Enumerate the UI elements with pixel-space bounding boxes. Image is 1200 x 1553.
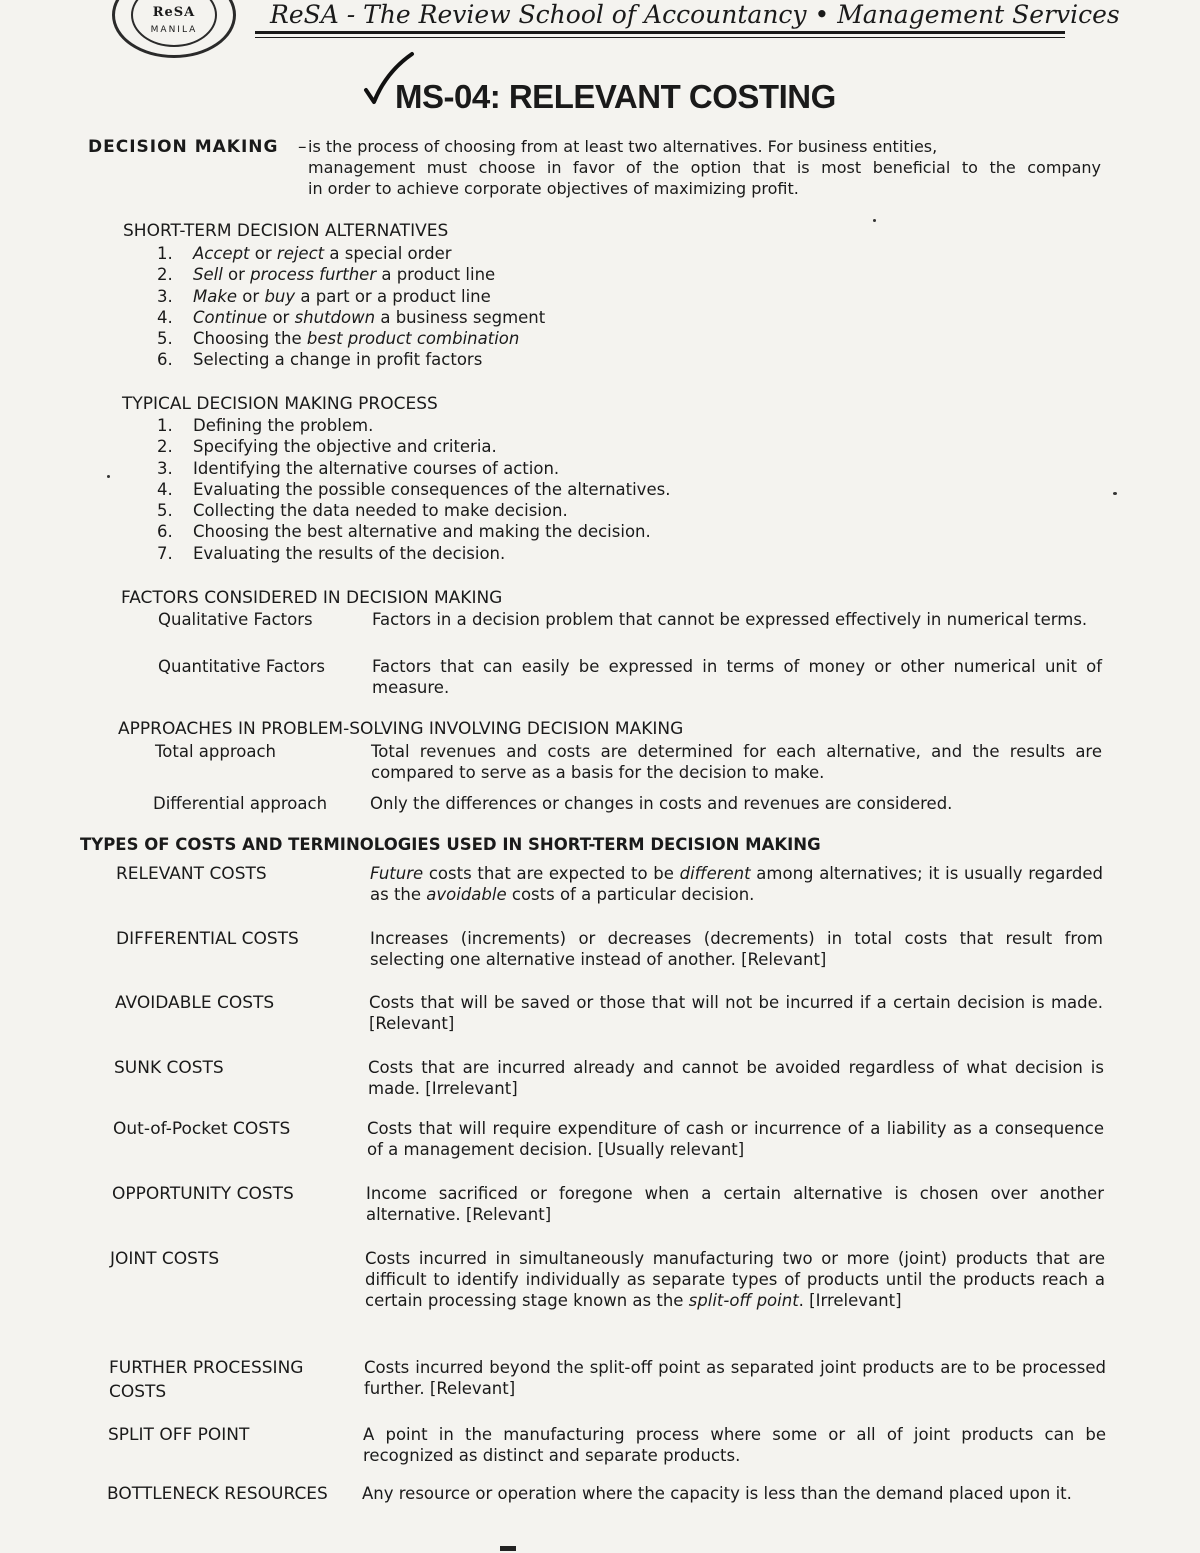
list-item (157, 243, 545, 264)
cost-type-term: SUNK COSTS (114, 1058, 224, 1078)
decision-making-dash: – (298, 137, 307, 157)
list-item (157, 349, 545, 370)
list-item-text: Selecting a change in profit factors (193, 350, 483, 370)
list-item (157, 521, 670, 542)
qualitative-definition: Factors in a decision problem that cannot be expressed effectively in numerical terms. (372, 610, 1088, 629)
cost-type-definition: Costs incurred in simultaneously manufacturing two or more (joint) products that are difficult to identify individually as separate types of products until the products reach a certain processing stage known as the split-off point. [Irrelevant] (365, 1249, 1105, 1310)
cost-type-definition: Income sacrificed or foregone when a certain alternative is chosen over another alternative. [Relevant] (366, 1184, 1104, 1224)
cost-type-definition: Costs that will be saved or those that will not be incurred if a certain decision is made. [Relevant] (369, 993, 1103, 1033)
scan-speck (1113, 492, 1117, 495)
header-rule-thin (255, 37, 1065, 38)
cost-type-term: BOTTLENECK RESOURCES (107, 1484, 328, 1504)
list-item-number: 2. (157, 437, 173, 457)
scan-speck (107, 475, 110, 478)
cost-type-definition: Costs that will require expenditure of cash or incurrence of a liability as a consequence of a management decision. [Usually relevant] (367, 1119, 1104, 1159)
cost-type-term: AVOIDABLE COSTS (115, 993, 275, 1013)
list-item-number: 1. (157, 244, 173, 263)
process-heading: TYPICAL DECISION MAKING PROCESS (122, 394, 438, 414)
decision-making-term: DECISION MAKING (88, 137, 279, 157)
list-item (157, 436, 670, 457)
list-item-number: 3. (157, 286, 173, 306)
cost-type-term: DIFFERENTIAL COSTS (116, 929, 299, 949)
header-rule (255, 31, 1065, 34)
cost-type-term: RELEVANT COSTS (116, 864, 267, 884)
definition-line: is the process of choosing from at least two alternatives. For business entities, (308, 137, 938, 156)
cost-type-definition: Costs that are incurred already and cannot be avoided regardless of what decision is made. [Irrelevant] (368, 1058, 1104, 1098)
list-item-text: Sell or process further a product line (193, 265, 496, 285)
cost-type-definition: Costs incurred beyond the split-off point as separated joint products are to be processed further. [Relevant] (364, 1358, 1106, 1398)
list-item (157, 479, 670, 500)
differential-approach-term: Differential approach (153, 794, 328, 813)
list-item-number: 7. (157, 543, 173, 563)
decision-making-definition (308, 136, 1101, 199)
list-item (157, 543, 670, 564)
quantitative-term: Quantitative Factors (158, 657, 325, 676)
list-item-text: Collecting the data needed to make decision. (193, 501, 568, 521)
page-footer-mark (500, 1546, 516, 1551)
list-item-text: Evaluating the results of the decision. (193, 543, 506, 563)
list-item-number: 6. (157, 522, 173, 542)
process-list (157, 415, 670, 564)
list-item-number: 3. (157, 458, 173, 478)
list-item-text: Identifying the alternative courses of action. (193, 458, 560, 478)
list-item-text: Continue or shutdown a business segment (193, 307, 546, 327)
list-item-number: 6. (157, 350, 173, 370)
cost-types-heading: TYPES OF COSTS AND TERMINOLOGIES USED IN SHORT-TERM DECISION MAKING (80, 835, 821, 854)
list-item (157, 415, 670, 436)
list-item-number: 5. (157, 329, 173, 349)
school-seal-logo (112, 0, 236, 58)
short-term-heading: SHORT-TERM DECISION ALTERNATIVES (123, 221, 449, 241)
list-item (157, 264, 545, 285)
qualitative-term: Qualitative Factors (158, 610, 313, 629)
list-item-text: Accept or reject a special order (193, 244, 452, 263)
definition-line: in order to achieve corporate objectives of maximizing profit. (308, 179, 799, 198)
total-approach-definition: Total revenues and costs are determined for each alternative, and the results are compared to serve as a basis for the decision to make. (371, 742, 1102, 782)
page-title: MS-04: RELEVANT COSTING (395, 78, 836, 115)
list-item (157, 307, 545, 328)
list-item (157, 328, 545, 349)
cost-type-definition: Any resource or operation where the capacity is less than the demand placed upon it. (362, 1484, 1072, 1503)
factors-heading: FACTORS CONSIDERED IN DECISION MAKING (121, 588, 503, 608)
cost-type-term: SPLIT OFF POINT (108, 1425, 250, 1445)
list-item (157, 500, 670, 521)
list-item-text: Specifying the objective and criteria. (193, 437, 497, 457)
list-item-text: Choosing the best product combination (193, 329, 520, 349)
definition-line: management must choose in favor of the option that is most beneficial to the company (308, 158, 1101, 177)
list-item-number: 4. (157, 479, 173, 499)
total-approach-term: Total approach (155, 742, 276, 761)
seal-subtext: MANILA (150, 25, 198, 35)
cost-type-term: JOINT COSTS (110, 1249, 220, 1269)
approaches-heading: APPROACHES IN PROBLEM-SOLVING INVOLVING DECISION MAKING (118, 719, 684, 739)
scan-speck (873, 219, 876, 222)
list-item (157, 458, 670, 479)
seal-text: ReSA (152, 5, 196, 20)
short-term-list (157, 243, 545, 371)
cost-type-definition: A point in the manufacturing process where some or all of joint products can be recognized as distinct and separate products. (363, 1425, 1106, 1465)
school-header: ReSA - The Review School of Accountancy • Management Services (270, 0, 1120, 29)
list-item-text: Choosing the best alternative and making the decision. (193, 522, 651, 542)
list-item-text: Defining the problem. (193, 416, 374, 435)
list-item-number: 1. (157, 416, 173, 435)
cost-type-definition: Increases (increments) or decreases (decrements) in total costs that result from selecting one alternative instead of another. [Relevant] (370, 929, 1103, 969)
cost-type-term: Out-of-Pocket COSTS (113, 1119, 291, 1139)
list-item-text: Evaluating the possible consequences of the alternatives. (193, 479, 671, 499)
list-item-number: 2. (157, 265, 173, 285)
quantitative-definition: Factors that can easily be expressed in terms of money or other numerical unit of measure. (372, 657, 1102, 697)
list-item (157, 286, 545, 307)
list-item-number: 4. (157, 307, 173, 327)
list-item-text: Make or buy a part or a product line (193, 286, 491, 306)
cost-type-term: FURTHER PROCESSING COSTS (109, 1358, 304, 1402)
list-item-number: 5. (157, 501, 173, 521)
differential-approach-definition: Only the differences or changes in costs and revenues are considered. (370, 794, 953, 813)
cost-type-definition: Future costs that are expected to be different among alternatives; it is usually regarded as the avoidable costs of a particular decision. (370, 864, 1104, 904)
cost-type-term: OPPORTUNITY COSTS (112, 1184, 294, 1204)
